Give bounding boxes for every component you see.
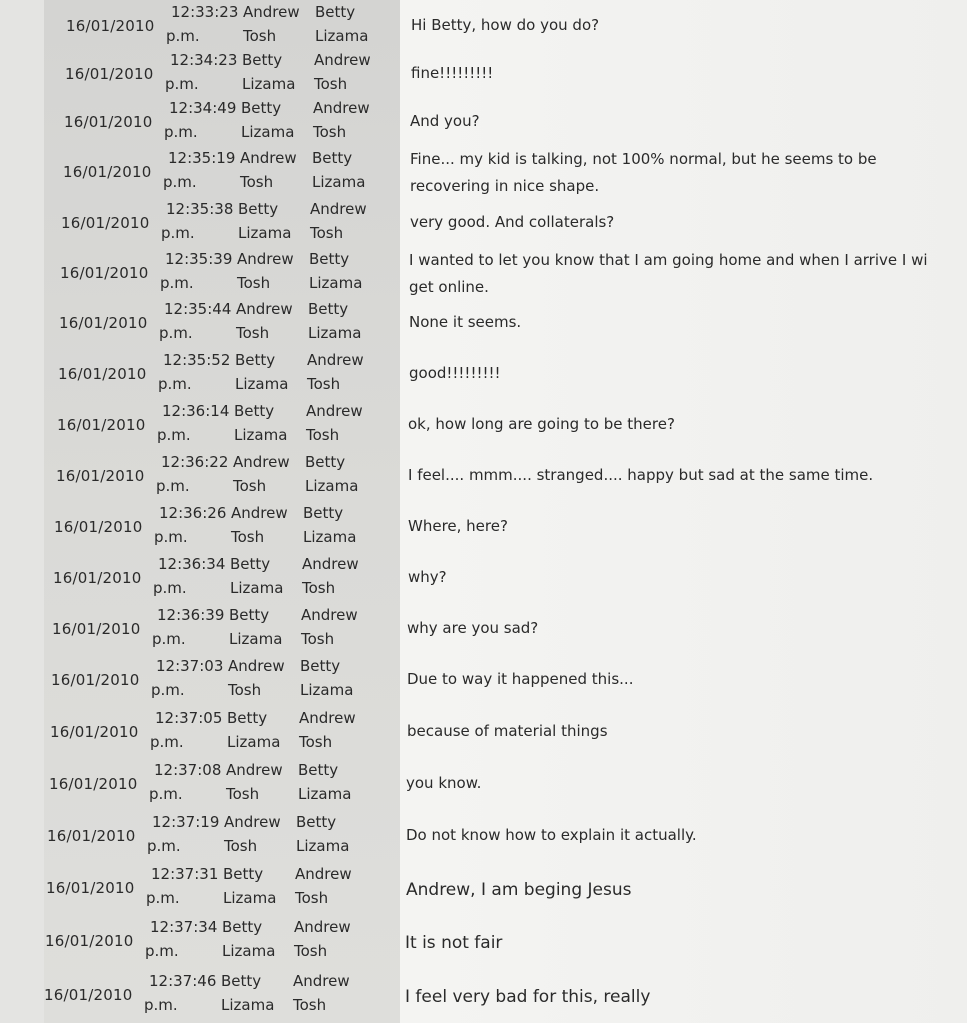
recipient-last-name: Lizama (305, 477, 359, 495)
sender-first-name: Andrew (228, 657, 285, 675)
message-ampm: p.m. (150, 733, 184, 751)
sender-first-name: Betty (241, 99, 282, 117)
message-ampm: p.m. (154, 528, 188, 546)
message-date: 16/01/2010 (57, 416, 146, 434)
recipient-last-name: Tosh (306, 426, 340, 444)
message-time: 12:37:05 (155, 709, 223, 727)
sender-first-name: Betty (221, 972, 262, 990)
recipient-first-name: Betty (305, 453, 346, 471)
message-ampm: p.m. (163, 173, 197, 191)
message-time: 12:34:23 (170, 51, 238, 69)
chat-row (0, 813, 967, 864)
message-date: 16/01/2010 (65, 65, 154, 83)
message-time: 12:37:19 (152, 813, 220, 831)
sender-first-name: Andrew (233, 453, 290, 471)
message-ampm: p.m. (145, 942, 179, 960)
message-text-line: Due to way it happened this... (407, 670, 634, 688)
sender-first-name: Betty (222, 918, 263, 936)
sender-first-name: Andrew (236, 300, 293, 318)
message-text-line: Hi Betty, how do you do? (411, 16, 600, 34)
chat-row (0, 504, 967, 555)
recipient-last-name: Tosh (295, 889, 329, 907)
recipient-first-name: Betty (300, 657, 341, 675)
message-date: 16/01/2010 (66, 17, 155, 35)
chat-row (0, 918, 967, 969)
message-date: 16/01/2010 (54, 518, 143, 536)
recipient-last-name: Lizama (298, 785, 352, 803)
message-text-line: Fine... my kid is talking, not 100% normal, but he seems to be (410, 150, 877, 168)
sender-last-name: Lizama (238, 224, 292, 242)
recipient-last-name: Lizama (309, 274, 363, 292)
message-ampm: p.m. (158, 375, 192, 393)
sender-last-name: Lizama (242, 75, 296, 93)
message-text-line: It is not fair (405, 933, 503, 953)
sender-last-name: Lizama (227, 733, 281, 751)
message-text-line: recovering in nice shape. (410, 177, 600, 195)
recipient-first-name: Andrew (294, 918, 351, 936)
message-text-line: because of material things (407, 722, 608, 740)
message-date: 16/01/2010 (51, 671, 140, 689)
chat-row (0, 657, 967, 708)
sender-first-name: Andrew (224, 813, 281, 831)
recipient-first-name: Betty (296, 813, 337, 831)
message-ampm: p.m. (149, 785, 183, 803)
recipient-last-name: Lizama (315, 27, 369, 45)
recipient-first-name: Betty (315, 3, 356, 21)
message-text-line: I feel very bad for this, really (405, 987, 651, 1007)
message-time: 12:36:26 (159, 504, 227, 522)
chat-row (0, 972, 967, 1023)
message-time: 12:37:08 (154, 761, 222, 779)
sender-last-name: Tosh (237, 274, 271, 292)
message-date: 16/01/2010 (50, 723, 139, 741)
recipient-last-name: Tosh (299, 733, 333, 751)
message-ampm: p.m. (156, 477, 190, 495)
recipient-first-name: Betty (308, 300, 349, 318)
message-text-line: I wanted to let you know that I am going home and when I arrive I wi (409, 251, 928, 269)
message-date: 16/01/2010 (45, 932, 134, 950)
message-ampm: p.m. (153, 579, 187, 597)
message-time: 12:34:49 (169, 99, 237, 117)
sender-first-name: Andrew (240, 149, 297, 167)
message-time: 12:37:34 (150, 918, 218, 936)
message-time: 12:35:44 (164, 300, 232, 318)
sender-first-name: Betty (238, 200, 279, 218)
chat-row (0, 453, 967, 504)
message-text-line: Andrew, I am beging Jesus (406, 880, 632, 900)
message-ampm: p.m. (161, 224, 195, 242)
chat-row (0, 300, 967, 351)
recipient-last-name: Lizama (308, 324, 362, 342)
message-time: 12:37:31 (151, 865, 219, 883)
message-text-line: get online. (409, 278, 489, 296)
message-date: 16/01/2010 (63, 163, 152, 181)
message-text-line: I feel.... mmm.... stranged.... happy but sad at the same time. (408, 466, 874, 484)
sender-last-name: Tosh (236, 324, 270, 342)
sender-last-name: Lizama (223, 889, 277, 907)
message-time: 12:37:46 (149, 972, 217, 990)
message-date: 16/01/2010 (44, 986, 133, 1004)
message-time: 12:36:14 (162, 402, 230, 420)
recipient-first-name: Andrew (302, 555, 359, 573)
chat-row (0, 709, 967, 760)
recipient-last-name: Lizama (300, 681, 354, 699)
sender-first-name: Andrew (243, 3, 300, 21)
recipient-last-name: Tosh (310, 224, 344, 242)
sender-last-name: Tosh (243, 27, 277, 45)
sender-first-name: Betty (235, 351, 276, 369)
message-text-line: Do not know how to explain it actually. (406, 826, 697, 844)
sender-first-name: Betty (242, 51, 283, 69)
chat-row (0, 606, 967, 657)
sender-last-name: Tosh (228, 681, 262, 699)
chat-row (0, 402, 967, 453)
message-ampm: p.m. (146, 889, 180, 907)
message-time: 12:37:03 (156, 657, 224, 675)
sender-last-name: Tosh (240, 173, 274, 191)
recipient-first-name: Andrew (314, 51, 371, 69)
recipient-last-name: Tosh (301, 630, 335, 648)
recipient-last-name: Lizama (303, 528, 357, 546)
sender-last-name: Lizama (221, 996, 275, 1014)
message-ampm: p.m. (151, 681, 185, 699)
chat-row (0, 149, 967, 200)
recipient-first-name: Andrew (295, 865, 352, 883)
message-ampm: p.m. (160, 274, 194, 292)
recipient-first-name: Andrew (293, 972, 350, 990)
sender-first-name: Betty (227, 709, 268, 727)
recipient-first-name: Andrew (310, 200, 367, 218)
message-time: 12:33:23 (171, 3, 239, 21)
sender-last-name: Lizama (234, 426, 288, 444)
sender-first-name: Betty (234, 402, 275, 420)
recipient-last-name: Tosh (314, 75, 348, 93)
message-ampm: p.m. (144, 996, 178, 1014)
message-text-line: good!!!!!!!!! (409, 364, 501, 382)
recipient-first-name: Andrew (313, 99, 370, 117)
message-date: 16/01/2010 (53, 569, 142, 587)
message-time: 12:36:39 (157, 606, 225, 624)
message-date: 16/01/2010 (52, 620, 141, 638)
chat-row (0, 3, 967, 54)
recipient-first-name: Betty (309, 250, 350, 268)
message-ampm: p.m. (164, 123, 198, 141)
chat-row (0, 761, 967, 812)
message-date: 16/01/2010 (56, 467, 145, 485)
message-text-line: you know. (406, 774, 482, 792)
sender-first-name: Betty (223, 865, 264, 883)
sender-first-name: Betty (229, 606, 270, 624)
message-ampm: p.m. (147, 837, 181, 855)
recipient-last-name: Tosh (294, 942, 328, 960)
recipient-first-name: Betty (303, 504, 344, 522)
chat-row (0, 351, 967, 402)
chat-row (0, 555, 967, 606)
recipient-last-name: Tosh (313, 123, 347, 141)
message-time: 12:36:22 (161, 453, 229, 471)
recipient-last-name: Lizama (312, 173, 366, 191)
message-date: 16/01/2010 (58, 365, 147, 383)
sender-last-name: Tosh (233, 477, 267, 495)
sender-last-name: Lizama (230, 579, 284, 597)
sender-last-name: Lizama (235, 375, 289, 393)
message-date: 16/01/2010 (49, 775, 138, 793)
message-ampm: p.m. (159, 324, 193, 342)
recipient-last-name: Tosh (302, 579, 336, 597)
message-date: 16/01/2010 (46, 879, 135, 897)
message-date: 16/01/2010 (61, 214, 150, 232)
chat-row (0, 51, 967, 102)
chat-row (0, 200, 967, 251)
message-ampm: p.m. (152, 630, 186, 648)
message-date: 16/01/2010 (59, 314, 148, 332)
message-date: 16/01/2010 (60, 264, 149, 282)
sender-first-name: Andrew (237, 250, 294, 268)
message-text-line: very good. And collaterals? (410, 213, 615, 231)
recipient-first-name: Betty (298, 761, 339, 779)
message-ampm: p.m. (166, 27, 200, 45)
message-text-line: And you? (410, 112, 480, 130)
message-text-line: Where, here? (408, 517, 508, 535)
message-text-line: why are you sad? (407, 619, 539, 637)
recipient-first-name: Andrew (307, 351, 364, 369)
message-time: 12:35:38 (166, 200, 234, 218)
chat-row (0, 865, 967, 916)
message-time: 12:36:34 (158, 555, 226, 573)
message-text-line: None it seems. (409, 313, 522, 331)
message-text-line: fine!!!!!!!!! (411, 64, 494, 82)
message-time: 12:35:39 (165, 250, 233, 268)
sender-last-name: Tosh (231, 528, 265, 546)
recipient-last-name: Tosh (307, 375, 341, 393)
recipient-last-name: Tosh (293, 996, 327, 1014)
recipient-first-name: Betty (312, 149, 353, 167)
message-text-line: ok, how long are going to be there? (408, 415, 675, 433)
recipient-last-name: Lizama (296, 837, 350, 855)
sender-last-name: Tosh (224, 837, 258, 855)
recipient-first-name: Andrew (306, 402, 363, 420)
sender-last-name: Lizama (229, 630, 283, 648)
sender-last-name: Tosh (226, 785, 260, 803)
message-date: 16/01/2010 (64, 113, 153, 131)
sender-last-name: Lizama (241, 123, 295, 141)
message-text-line: why? (408, 568, 447, 586)
recipient-first-name: Andrew (301, 606, 358, 624)
message-time: 12:35:52 (163, 351, 231, 369)
message-ampm: p.m. (165, 75, 199, 93)
sender-first-name: Betty (230, 555, 271, 573)
message-date: 16/01/2010 (47, 827, 136, 845)
sender-first-name: Andrew (226, 761, 283, 779)
message-ampm: p.m. (157, 426, 191, 444)
message-time: 12:35:19 (168, 149, 236, 167)
chat-row (0, 250, 967, 301)
sender-last-name: Lizama (222, 942, 276, 960)
chat-row (0, 99, 967, 150)
recipient-first-name: Andrew (299, 709, 356, 727)
sender-first-name: Andrew (231, 504, 288, 522)
